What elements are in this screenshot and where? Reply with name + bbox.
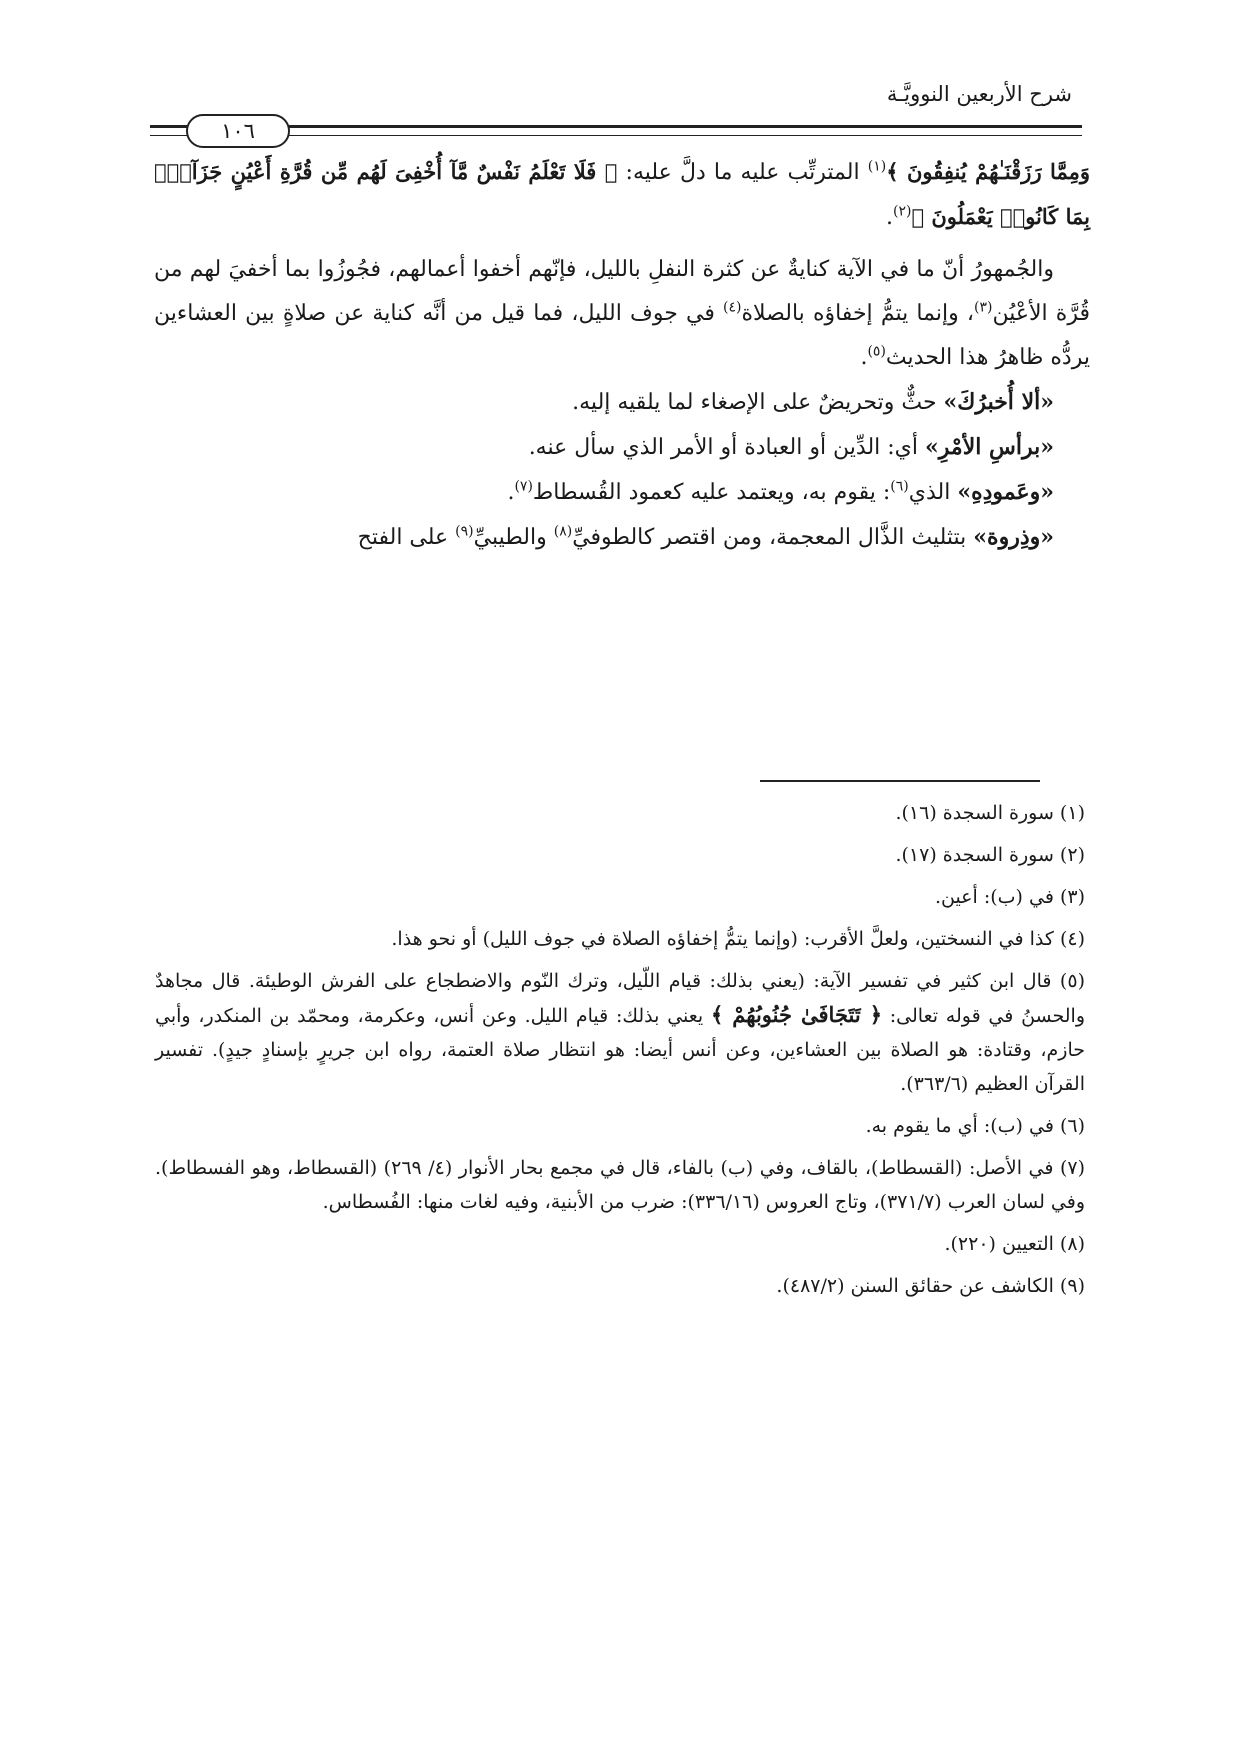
quoted-term: «وعَمودِهِ» bbox=[957, 479, 1054, 505]
footnote-ref: (٩) bbox=[455, 523, 474, 540]
paragraph-text: . bbox=[507, 480, 515, 505]
footnote-ref: (٦) bbox=[890, 478, 909, 495]
paragraph-text: والجُمهورُ أنّ ما في الآية كنايةٌ عن كثرة النفلِ بالليل، فإنّهم أخفوا أعمالهم، فجُوزُوا بما أخفيَ لهم من قُرَّة الأعْيُن bbox=[154, 257, 1090, 326]
paragraph-6 bbox=[154, 515, 1090, 560]
footnote-6: (٦) في (ب): أي ما يقوم به. bbox=[865, 1115, 1085, 1137]
footnote-7: (٧) في الأصل: (القسطاط)، بالقاف، وفي (ب) بالفاء، قال في مجمع بحار الأنوار (٤/ ٢٦٩) (القسطاط، وهو الفسطاط). وفي لسان العرب (٣٧١/٧)، وتاج العروس (٣٣٦/١٦): ضرب من الأبنية، وفيه لغات منها: الفُسطاس. bbox=[155, 1157, 1085, 1213]
paragraph-text: ، وإنما يتمُّ إخفاؤه بالصلاة bbox=[741, 301, 974, 326]
footnote-ref: (١) bbox=[867, 158, 887, 175]
footnote-ref: (٢) bbox=[892, 203, 912, 220]
paragraph-5 bbox=[154, 470, 1090, 515]
footnote-2: (٢) سورة السجدة (١٧). bbox=[895, 844, 1085, 866]
running-title: شرح الأربعين النوويَّـة bbox=[886, 82, 1072, 106]
paragraph-text: . bbox=[860, 345, 868, 370]
footnotes bbox=[155, 796, 1085, 1311]
quoted-term: «برأسِ الأمْرِ» bbox=[925, 434, 1054, 460]
paragraph-text: على الفتح bbox=[357, 525, 456, 550]
footnote-text: (٥) قال ابن كثير في تفسير الآية: (يعني بذلك: قيام اللّيل، وترك النّوم والاضطجاع على الفرش الوطيئة. قال مجاهدٌ والحسنُ في قوله تعالى: bbox=[155, 970, 1085, 1027]
footnote-text: يعني بذلك: قيام الليل. وعن أنس، وعكرمة، ومحمّد بن المنكدر، وأبي حازم، وقتادة: هو الصلاة بين العشاءين، وعن أنس أيضا: هو انتظار صلاة العتمة، رواه ابن جريرٍ بإسنادٍ جيدٍ). تفسير القرآن العظيم (٣٦٣/٦). bbox=[155, 1005, 1085, 1095]
page-number: ١٠٦ bbox=[186, 114, 290, 148]
paragraph-text: في جوف الليل، فما قيل من أنَّه كناية عن صلاةٍ بين العشاءين يردُّه ظاهرُ هذا الحديث bbox=[154, 301, 1090, 370]
paragraph-text: بتثليث الذَّال المعجمة، ومن اقتصر كالطوفيِّ bbox=[572, 525, 974, 550]
paragraph-text: أي: الدِّين أو العبادة أو الأمر الذي سأل عنه. bbox=[528, 435, 926, 460]
footnote-ref: (٤) bbox=[723, 299, 742, 316]
footnote-separator bbox=[760, 780, 1040, 782]
paragraph-text: والطيبيِّ bbox=[473, 525, 554, 550]
quran-quote: ﴿ فَلَا تَعْلَمُ نَفْسٌ مَّآ أُخْفِىَ لَهُم مِّن قُرَّةِ أَعْيُنٍ جَزَآءًۢ بِمَا كَانُوا۟ يَعْمَلُونَ ﴾ bbox=[154, 159, 1090, 229]
main-text bbox=[154, 150, 1090, 560]
footnote-ref: (٥) bbox=[867, 343, 886, 360]
footnote-1: (١) سورة السجدة (١٦). bbox=[895, 802, 1085, 824]
footnote-ref: (٧) bbox=[514, 478, 533, 495]
paragraph-1 bbox=[154, 150, 1090, 240]
footnote-ref: (٨) bbox=[553, 523, 573, 540]
quran-quote: ﴿ تَتَجَافَىٰ جُنُوبُهُمْ ﴾ bbox=[710, 1002, 883, 1027]
paragraph-2 bbox=[154, 248, 1090, 380]
paragraph-text: المترتِّب عليه ما دلَّ عليه: bbox=[617, 160, 868, 185]
paragraph-text: : يقوم به، ويعتمد عليه كعمود القُسطاط bbox=[532, 480, 891, 505]
paragraph-3 bbox=[154, 380, 1090, 425]
quoted-term: «ألا أُخبرُكَ» bbox=[943, 389, 1054, 415]
footnote-3: (٣) في (ب): أعين. bbox=[934, 886, 1085, 908]
footnote-4: (٤) كذا في النسختين، ولعلَّ الأقرب: (وإنما يتمُّ إخفاؤه الصلاة في جوف الليل) أو نحو هذا. bbox=[391, 928, 1085, 950]
paragraph-text: حثٌّ وتحريضٌ على الإصغاء لما يلقيه إليه. bbox=[572, 390, 944, 415]
paragraph-text: . bbox=[885, 205, 893, 230]
paragraph-text: الذي bbox=[908, 480, 958, 505]
paragraph-4 bbox=[154, 425, 1090, 470]
footnote-ref: (٣) bbox=[973, 299, 993, 316]
quran-quote: وَمِمَّا رَزَقْنَـٰهُمْ يُنفِقُونَ ﴾ bbox=[886, 159, 1090, 184]
footnote-9: (٩) الكاشف عن حقائق السنن (٤٨٧/٢). bbox=[776, 1275, 1085, 1297]
footnote-5 bbox=[155, 964, 1085, 1101]
header-rule-thin bbox=[150, 135, 1082, 136]
footnote-8: (٨) التعيين (٢٢٠). bbox=[944, 1233, 1085, 1255]
quoted-term: «وذِروة» bbox=[973, 524, 1054, 550]
